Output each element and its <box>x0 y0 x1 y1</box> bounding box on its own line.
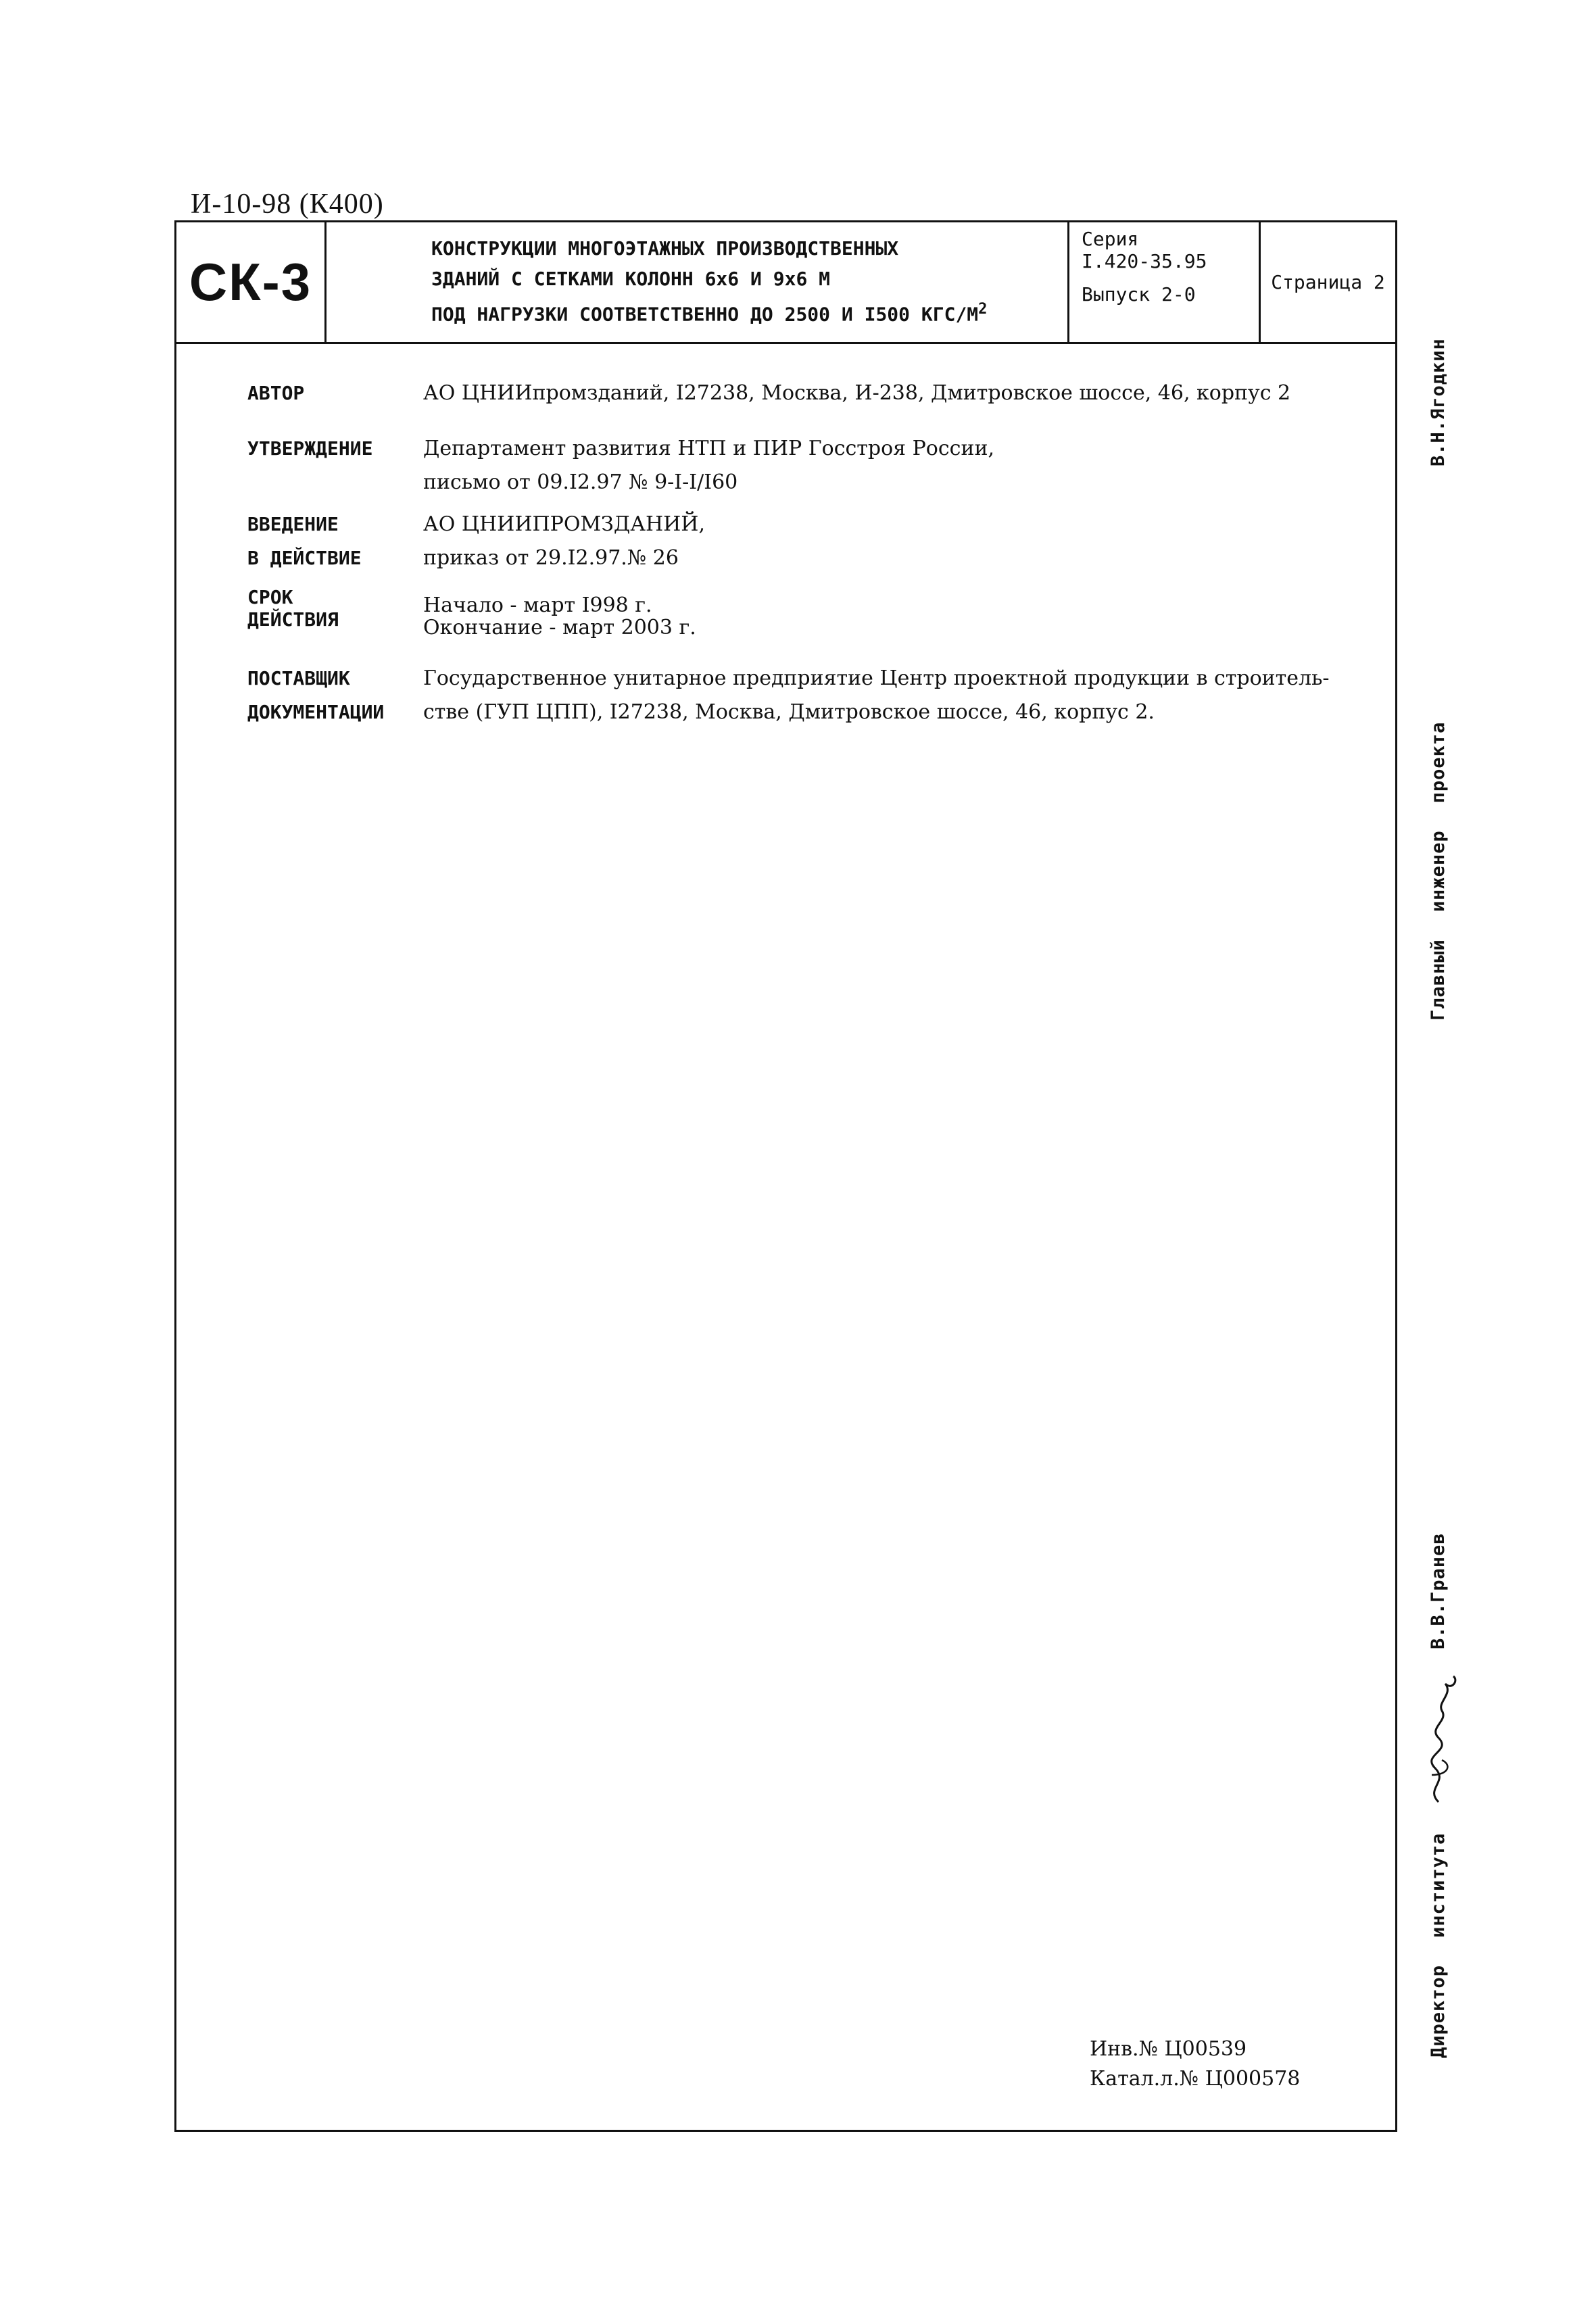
term-label <box>247 586 423 631</box>
title-line-2: ЗДАНИЙ С СЕТКАМИ КОЛОНН 6х6 И 9х6 М <box>431 268 831 290</box>
logo-text: СК-3 <box>189 252 312 312</box>
director-title-word-1: Директор <box>1428 1964 1449 2058</box>
chief-title-word-2: инженер <box>1428 830 1449 912</box>
approval-value-2: письмо от 09.I2.97 № 9-I-I/I60 <box>423 470 738 494</box>
term-value-1: Начало - март I998 г. <box>423 593 652 617</box>
chief-title-word-3: проекта <box>1428 721 1449 804</box>
title-block <box>176 222 1395 344</box>
content <box>247 379 1376 724</box>
inventory <box>1090 2034 1300 2094</box>
director-title <box>1428 1833 1449 2058</box>
page-cell <box>1261 222 1395 342</box>
supplier-value-1: Государственное унитарное предприятие Центр проектной продукции в строитель- <box>423 666 1330 690</box>
chief-title-word-1: Главный <box>1428 939 1449 1021</box>
page-number: Страница 2 <box>1271 271 1385 293</box>
approval-row <box>247 432 1376 499</box>
approval-value-1: Департамент развития НТП и ПИР Госстроя России, <box>423 437 994 460</box>
term-row <box>247 586 1376 639</box>
term-label-2: ДЕЙСТВИЯ <box>247 608 339 631</box>
supplier-value-2: стве (ГУП ЦПП), I27238, Москва, Дмитровское шоссе, 46, корпус 2. <box>423 700 1155 724</box>
intro-label-1: ВВЕДЕНИЕ <box>247 513 339 535</box>
intro-label-2: В ДЕЙСТВИЕ <box>247 547 362 569</box>
director-title-word-2: института <box>1428 1832 1449 1938</box>
inventory-number: Инв.№ Ц00539 <box>1090 2037 1247 2061</box>
chief-engineer-title <box>1428 722 1449 1021</box>
intro-label <box>247 508 423 575</box>
supplier-row <box>247 662 1376 729</box>
approval-label: УТВЕРЖДЕНИЕ <box>247 437 373 460</box>
supplier-label <box>247 662 423 729</box>
title-line-3: ПОД НАГРУЗКИ СООТВЕТСТВЕННО ДО 2500 И I500 КГС/М <box>431 303 979 326</box>
term-value-2: Окончание - март 2003 г. <box>423 616 696 639</box>
intro-row <box>247 508 1376 575</box>
title-line-3-wrap <box>431 294 1067 329</box>
title-superscript: 2 <box>978 301 988 318</box>
series-value: I.420-35.95 <box>1082 250 1207 272</box>
director-name: В.В.Гранев <box>1428 1532 1449 1649</box>
term-label-1: СРОК <box>247 586 293 608</box>
page-frame <box>174 220 1397 2132</box>
title-line-1: КОНСТРУКЦИИ МНОГОЭТАЖНЫХ ПРОИЗВОДСТВЕННЫХ <box>431 237 899 260</box>
intro-value-2: приказ от 29.I2.97.№ 26 <box>423 546 679 570</box>
issue-value: Выпуск 2-0 <box>1082 283 1196 306</box>
logo-cell <box>176 222 327 342</box>
author-value: АО ЦНИИпромзданий, I27238, Москва, И-238, Дмитровское шоссе, 46, корпус 2 <box>423 381 1291 405</box>
supplier-label-2: ДОКУМЕНТАЦИИ <box>247 701 385 723</box>
series-cell <box>1069 222 1261 342</box>
series-label: Серия <box>1082 228 1139 250</box>
chief-engineer-name: В.Н.Ягодкин <box>1428 338 1449 466</box>
author-label: АВТОР <box>247 382 305 404</box>
document-code: И-10-98 (К400) <box>191 189 384 220</box>
director-signature <box>1411 1674 1466 1809</box>
catalog-number: Катал.л.№ Ц000578 <box>1090 2067 1301 2091</box>
title-cell <box>327 222 1069 342</box>
supplier-label-1: ПОСТАВЩИК <box>247 667 350 689</box>
intro-value-1: АО ЦНИИПРОМЗДАНИЙ, <box>423 512 705 536</box>
author-row <box>247 379 1376 408</box>
